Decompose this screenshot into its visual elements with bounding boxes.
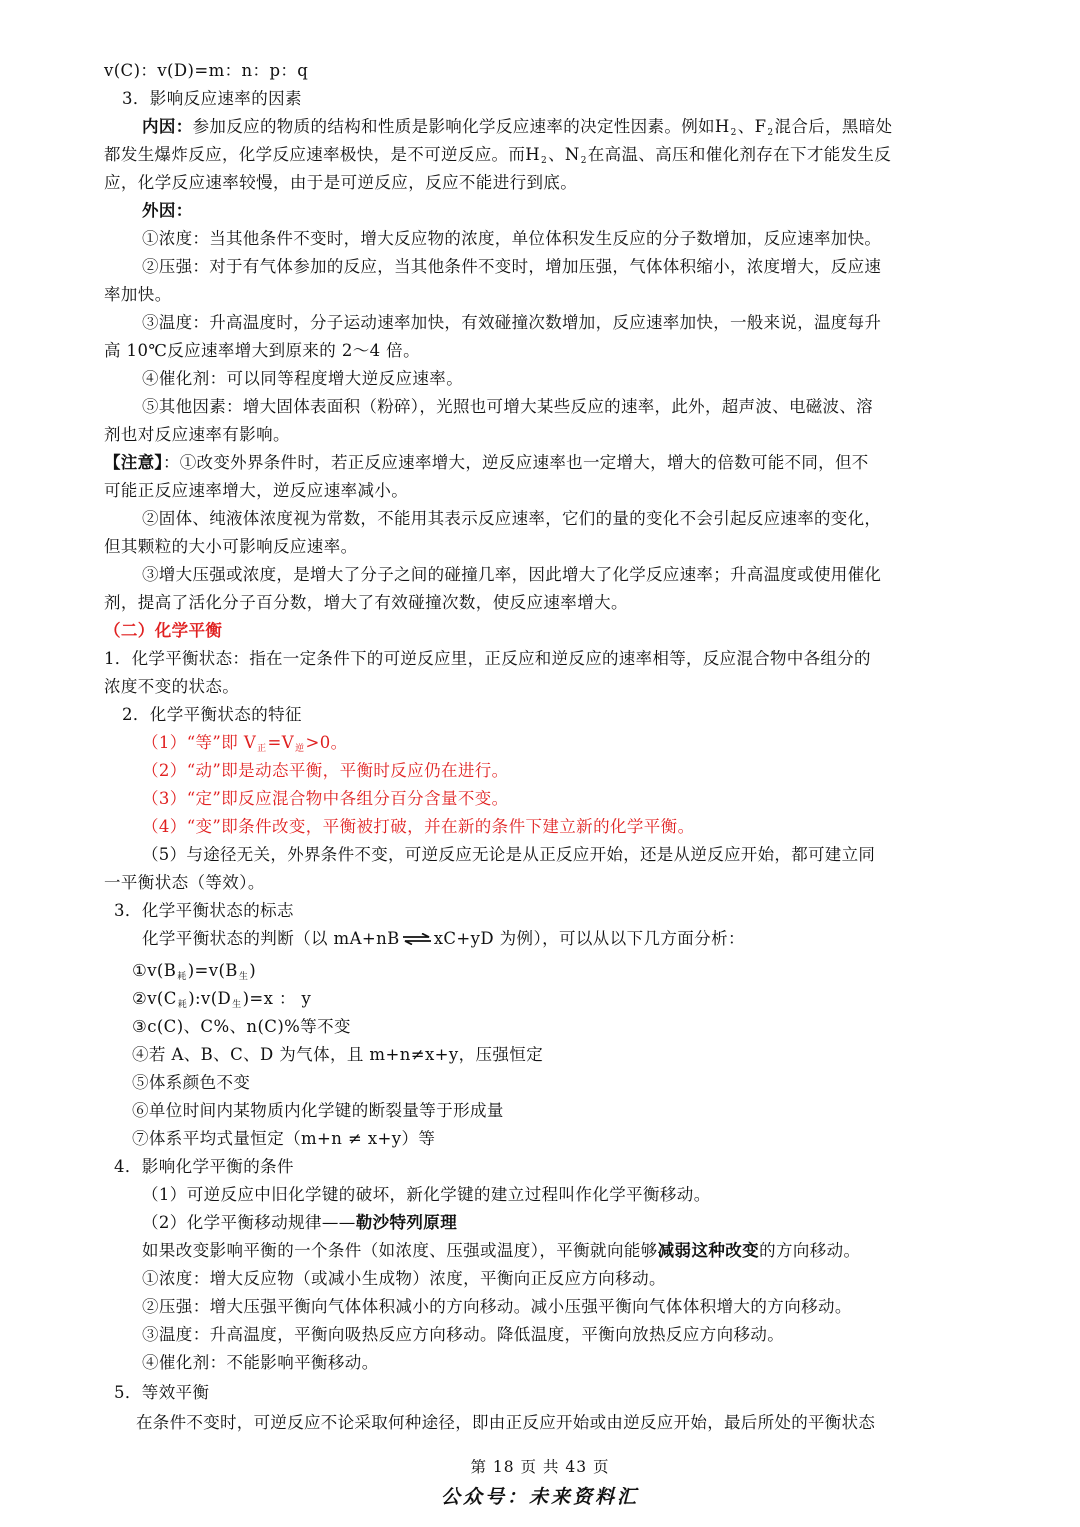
temperature-item-cont: 高 10℃反应速率增大到原来的 2～4 倍。 xyxy=(104,341,420,360)
text: 混合后，黑暗处 xyxy=(774,117,893,136)
brand-watermark: 公众号：未来资料汇 xyxy=(440,1486,639,1508)
signs-intro xyxy=(142,926,745,952)
text: xC+yD 为例），可以从以下几方面分析： xyxy=(433,929,745,948)
note-item-3-cont: 剂，提高了活化分子百分数，增大了有效碰撞次数，使反应速率增大。 xyxy=(104,593,628,612)
text: 的方向移动。 xyxy=(759,1241,861,1260)
subscript: 生 xyxy=(232,1000,242,1010)
principle-statement xyxy=(142,1238,860,1264)
equivalent-equilibrium-text: 在条件不变时，可逆反应不论采取何种途径，即由正反应开始或由逆反应开始，最后所处的平衡状态 xyxy=(136,1413,876,1432)
subscript: 2 xyxy=(730,128,737,138)
sign-6: ⑥单位时间内某物质内化学键的断裂量等于形成量 xyxy=(132,1101,504,1120)
le-chatelier-principle: 勒沙特列原理 xyxy=(355,1213,458,1232)
text: 都发生爆炸反应，化学反应速率极快，是不可逆反应。而H xyxy=(104,145,540,164)
subscript: 2 xyxy=(580,156,587,166)
sign-5: ⑤体系颜色不变 xyxy=(132,1073,251,1092)
feature-fixed: （3）“定”即反应混合物中各组分百分含量不变。 xyxy=(142,789,509,808)
rate-ratio-line: v(C)：v(D)=m：n：p：q xyxy=(104,61,309,80)
text: >0。 xyxy=(305,733,348,752)
subscript: 生 xyxy=(238,972,249,982)
shift-pressure: ②压强：增大压强平衡向气体体积减小的方向移动。减小压强平衡向气体体积增大的方向移动。 xyxy=(142,1297,852,1316)
note-line-2: 可能正反应速率增大，逆反应速率减小。 xyxy=(104,481,409,500)
shift-temperature: ③温度：升高温度，平衡向吸热反应方向移动。降低温度，平衡向放热反应方向移动。 xyxy=(142,1325,785,1344)
text: )=v(B xyxy=(187,961,238,980)
shift-catalyst: ④催化剂：不能影响平衡移动。 xyxy=(142,1353,379,1372)
heading-factors: 3．影响反应速率的因素 xyxy=(122,89,302,108)
external-factor-label: 外因： xyxy=(142,201,193,220)
sign-4: ④若 A、B、C、D 为气体，且 m+n≠x+y，压强恒定 xyxy=(132,1045,544,1064)
feature-path-independent: （5）与途径无关，外界条件不变，可逆反应无论是从正反应开始，还是从逆反应开始，都可建立同 xyxy=(142,845,876,864)
note-item-2: ②固体、纯液体浓度视为常数，不能用其表示反应速率，它们的量的变化不会引起反应速率的变化， xyxy=(142,509,882,528)
text: =V xyxy=(267,733,295,752)
equilibrium-definition: 1．化学平衡状态：指在一定条件下的可逆反应里，正反应和逆反应的速率相等，反应混合物中各组分的 xyxy=(104,649,871,668)
text: （2）化学平衡移动规律—— xyxy=(142,1213,356,1232)
other-factors-item-cont: 剂也对反应速率有影响。 xyxy=(104,425,290,444)
note-item-3: ③增大压强或浓度，是增大了分子之间的碰撞几率，因此增大了化学反应速率；升高温度或使用催化 xyxy=(142,565,882,584)
subscript: 耗 xyxy=(177,1000,188,1010)
subscript: 2 xyxy=(767,128,774,138)
note-line-1 xyxy=(104,450,869,476)
heading-signs: 3．化学平衡状态的标志 xyxy=(114,901,294,920)
heading-features: 2．化学平衡状态的特征 xyxy=(122,705,302,724)
subscript: 耗 xyxy=(177,972,187,982)
feature-path-independent-cont: 一平衡状态（等效）。 xyxy=(104,873,265,892)
other-factors-item: ⑤其他因素：增大固体表面积（粉碎），光照也可增大某些反应的速率，此外，超声波、电磁波、溶 xyxy=(142,397,873,416)
text: ：①改变外界条件时，若正反应速率增大，逆反应速率也一定增大，增大的倍数可能不同，但不 xyxy=(162,453,869,472)
text: （1）“等”即 V xyxy=(142,733,257,752)
text: 如果改变影响平衡的一个条件（如浓度、压强或温度），平衡就向能够 xyxy=(142,1241,658,1260)
internal-factor-label: 内因： xyxy=(142,117,193,136)
text: )=x ： y xyxy=(242,989,312,1008)
equilibrium-definition-cont: 浓度不变的状态。 xyxy=(104,677,240,696)
text: 、N xyxy=(548,145,580,164)
condition-1: （1）可逆反应中旧化学键的破坏，新化学键的建立过程叫作化学平衡移动。 xyxy=(142,1185,711,1204)
condition-2 xyxy=(142,1210,457,1236)
catalyst-item: ④催化剂：可以同等程度增大逆反应速率。 xyxy=(142,369,464,388)
heading-conditions: 4．影响化学平衡的条件 xyxy=(114,1157,294,1176)
temperature-item: ③温度：升高温度时，分子运动速率加快，有效碰撞次数增加，反应速率加快，一般来说，温度每升 xyxy=(142,313,882,332)
shift-concentration: ①浓度：增大反应物（或减小生成物）浓度，平衡向正反应方向移动。 xyxy=(142,1269,666,1288)
text: 、F xyxy=(737,117,767,136)
text: ①v(B xyxy=(132,961,177,980)
section-heading-chemical-equilibrium: （二）化学平衡 xyxy=(104,621,223,640)
page-number: 第 18 页 共 43 页 xyxy=(470,1458,610,1476)
feature-change: （4）“变”即条件改变，平衡被打破，并在新的条件下建立新的化学平衡。 xyxy=(142,817,695,836)
note-label: 【注意】 xyxy=(104,453,163,472)
heading-equivalent-equilibrium: 5．等效平衡 xyxy=(114,1383,210,1402)
text: 参加反应的物质的结构和性质是影响化学反应速率的决定性因素。例如H xyxy=(192,117,730,136)
subscript: 2 xyxy=(541,156,548,166)
sign-7: ⑦体系平均式量恒定（m+n ≠ x+y）等 xyxy=(132,1129,436,1148)
subscript: 正 xyxy=(257,744,267,754)
sign-3: ③c(C)、C%、n(C)%等不变 xyxy=(132,1017,351,1036)
text: ):v(D xyxy=(188,989,232,1008)
text: ②v(C xyxy=(132,989,177,1008)
subscript: 逆 xyxy=(295,744,305,754)
pressure-item: ②压强：对于有气体参加的反应，当其他条件不变时，增加压强，气体体积缩小，浓度增大，反应速 xyxy=(142,257,882,276)
text: 在高温、高压和催化剂存在下才能发生反 xyxy=(587,145,892,164)
concentration-item: ①浓度：当其他条件不变时，增大反应物的浓度，单位体积发生反应的分子数增加，反应速率加快。 xyxy=(142,229,882,248)
pressure-item-cont: 率加快。 xyxy=(104,285,172,304)
feature-dynamic: （2）“动”即是动态平衡，平衡时反应仍在进行。 xyxy=(142,761,509,780)
text: ) xyxy=(249,961,257,980)
note-item-2-cont: 但其颗粒的大小可影响反应速率。 xyxy=(104,537,358,556)
internal-factor-line-3: 应，化学反应速率较慢，由于是可逆反应，反应不能进行到底。 xyxy=(104,173,578,192)
reversible-arrow-icon xyxy=(402,933,432,945)
text: 化学平衡状态的判断（以 mA+nB xyxy=(142,929,400,948)
emphasis-weaken-change: 减弱这种改变 xyxy=(657,1241,760,1260)
